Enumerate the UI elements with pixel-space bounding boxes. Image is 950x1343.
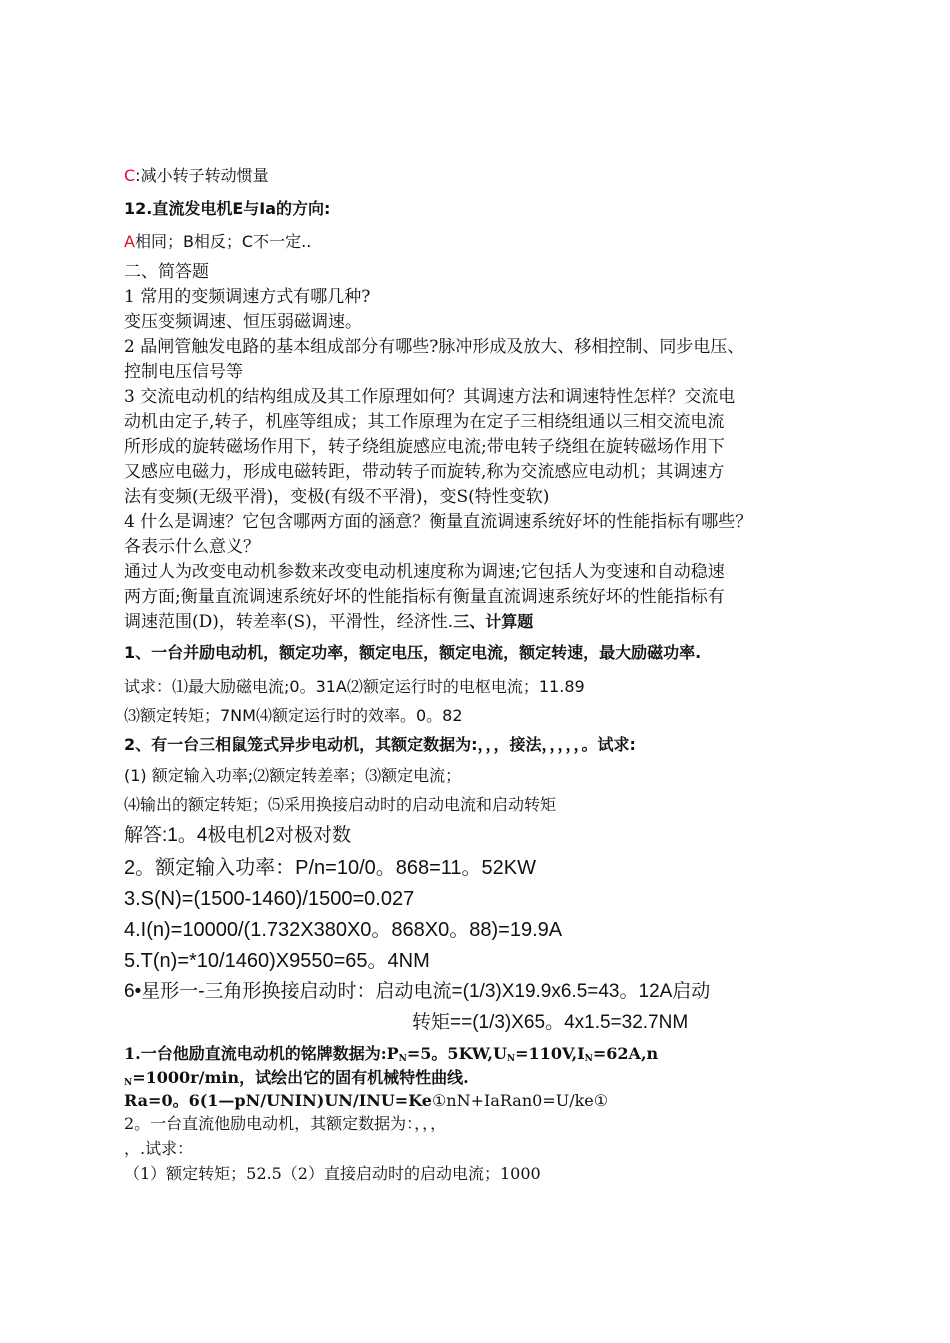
calc-answer-line: 试求：⑴最大励磁电流;0。31A⑵额定运行时的电枢电流；11.89: [124, 677, 585, 696]
option-letter-c: C: [124, 166, 136, 185]
dc-motor-answer: （1）额定转矩；52.5（2）直接启动时的启动电流；1000: [124, 1164, 541, 1183]
text-line: 所形成的旋转磁场作用下，转子绕组旋感应电流;带电转子绕组在旋转磁场作用下: [124, 437, 725, 457]
option-letter-a: A: [124, 232, 135, 251]
text-line: 3 交流电动机的结构组成及其工作原理如何？其调速方法和调速特性怎样？交流电: [124, 387, 736, 407]
text-line: 各表示什么意义？: [124, 537, 260, 557]
calc-question-1: 1、一台并励电动机，额定功率，额定电压，额定电流，额定转速，最大励磁功率.: [124, 643, 702, 662]
dc-motor-question-2: 2。一台直流他励电动机，其额定数据为：，，，: [124, 1114, 447, 1133]
option-c-line: C:减小转子转动惯量: [124, 166, 269, 185]
text-line: 动机由定子,转子，机座等组成；其工作原理为在定子三相绕组通以三相交流电流: [124, 412, 725, 432]
solution-line: 4.I(n)=10000/(1.732X380X0。868X0。88)=19.9A: [124, 919, 563, 941]
solution-line: 5.T(n)=*10/1460)X9550=65。4NM: [124, 950, 430, 972]
text-line: 1 常用的变频调速方式有哪几种?: [124, 287, 371, 307]
solution-line: 3.S(N)=(1500-1460)/1500=0.027: [124, 888, 415, 910]
text-line: 两方面;衡量直流调速系统好坏的性能指标有衡量直流调速系统好坏的性能指标有: [124, 587, 725, 607]
text-line: 控制电压信号等: [124, 362, 243, 382]
section-heading-short-answer: 二、简答题: [124, 262, 209, 282]
solution-line-continued: 转矩==(1/3)X65。4x1.5=32.7NM: [412, 1012, 689, 1033]
text-line: 2 晶闸管触发电路的基本组成部分有哪些?脉冲形成及放大、移相控制、同步电压、: [124, 337, 745, 357]
text-line: 通过人为改变电动机参数来改变电动机速度称为调速;它包括人为变速和自动稳速: [124, 562, 725, 582]
solution-line: 2。额定输入功率：P/n=10/0。868=11。52KW: [124, 857, 537, 879]
dc-motor-question-2-cont: ，.试求：: [124, 1139, 194, 1158]
solution-line: 6•星形一-三角形换接启动时：启动电流=(1/3)X19.9x6.5=43。12A启动: [124, 981, 711, 1002]
calc-question-2: 2、有一台三相鼠笼式异步电动机，其额定数据为:，，，接法，，，，，。试求:: [124, 735, 636, 754]
text-line: 法有变频(无级平滑)，变极(有级不平滑)，变S(特性变软): [124, 487, 550, 507]
dc-motor-formula: Ra=0。6(1—pN/UNIN)UN/INU=Ke①nN+IaRan0=U/ke①: [124, 1091, 609, 1110]
calc-subquestion-line: (1) 额定输入功率;⑵额定转差率；⑶额定电流；: [124, 766, 462, 785]
question-12-options: A相同；B相反；C不一定..: [124, 232, 312, 251]
calc-subquestion-line: ⑷输出的额定转矩；⑸采用换接启动时的启动电流和启动转矩: [124, 795, 557, 814]
text-line: 变压变频调速、恒压弱磁调速。: [124, 312, 362, 332]
dc-motor-question-1: 1.一台他励直流电动机的铭牌数据为$:P_N=5$。$5KW,U_N=110V,I_N=62A,n$: [124, 1044, 659, 1064]
text-line: 调速范围(D)，转差率(S)，平滑性，经济性.三、计算题: [124, 612, 534, 632]
section-heading-calculation: 三、计算题: [453, 612, 534, 631]
question-12-heading: 12.直流发电机E与Ia的方向:: [124, 199, 331, 218]
text-line: 又感应电磁力，形成电磁转距，带动转子而旋转,称为交流感应电动机；其调速方: [124, 462, 725, 482]
solution-line: 解答:1。4极电机2对极对数: [124, 825, 351, 846]
calc-answer-line: ⑶额定转矩；7NM⑷额定运行时的效率。0。82: [124, 706, 463, 725]
dc-motor-question-1-cont: $_N$=1000r/min，试绘出它的固有机械特性曲线.: [124, 1068, 469, 1088]
text-line: 4 什么是调速？它包含哪两方面的涵意？衡量直流调速系统好坏的性能指标有哪些？: [124, 512, 753, 532]
